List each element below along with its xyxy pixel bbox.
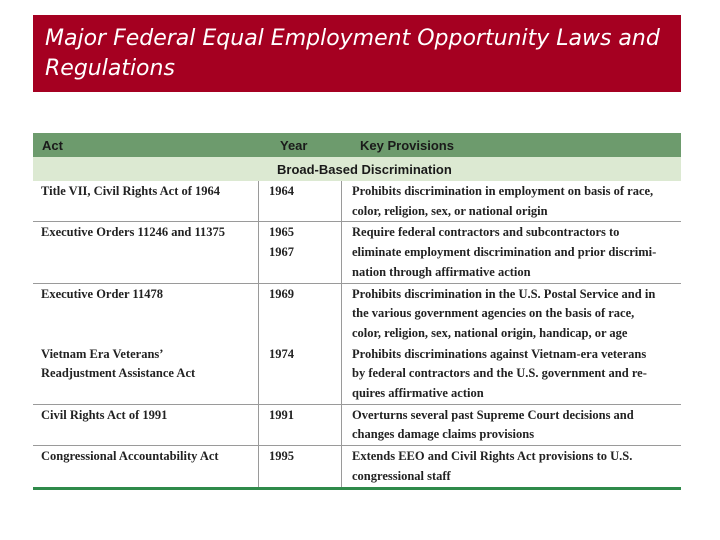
year-cell: [259, 344, 342, 405]
provisions-text: color, religion, sex, or national origin: [352, 203, 548, 218]
act-cell: [33, 181, 259, 222]
year-text: 1974: [269, 346, 294, 361]
page-title: [45, 24, 675, 84]
section-heading: [33, 157, 681, 181]
act-text: Congressional Accountability Act: [41, 449, 219, 464]
year-text: 1969: [269, 286, 294, 301]
provisions-text: Require federal contractors and subcontractors to: [352, 225, 620, 240]
year-cell: [259, 222, 342, 283]
title-line-2: Regulations: [45, 56, 175, 81]
year-cell: [259, 283, 342, 344]
act-text: Executive Order 11478: [41, 286, 163, 301]
year-cell: [259, 181, 342, 222]
header-year: Year: [280, 138, 308, 153]
table-header: [33, 133, 681, 157]
year-text: 1991: [269, 407, 294, 422]
section-label: Broad-Based Discrimination: [277, 162, 452, 177]
provisions-cell: [342, 283, 682, 344]
provisions-text: Prohibits discrimination in employment on basis of race,: [352, 184, 654, 198]
table-row: [33, 222, 681, 283]
table-row: [33, 446, 681, 488]
provisions-text: nation through affirmative action: [352, 264, 531, 279]
provisions-text: the various government agencies on the basis of race,: [352, 306, 635, 321]
provisions-text: Extends EEO and Civil Rights Act provisions to U.S.: [352, 449, 633, 464]
provisions-cell: [342, 181, 682, 222]
provisions-text: Prohibits discrimination in the U.S. Postal Service and in: [352, 286, 656, 301]
provisions-cell: [342, 446, 682, 488]
table-row: [33, 404, 681, 445]
title-line-1: Major Federal Equal Employment Opportunity Laws and: [45, 26, 660, 51]
table-row: [33, 181, 681, 222]
provisions-text: congressional staff: [352, 468, 451, 483]
year-text: 1967: [269, 245, 294, 260]
provisions-text: changes damage claims provisions: [352, 427, 535, 442]
act-cell: [33, 283, 259, 344]
title-banner: [33, 15, 681, 92]
year-text: 1964: [269, 184, 294, 198]
act-cell: [33, 404, 259, 445]
provisions-cell: [342, 222, 682, 283]
provisions-text: color, religion, sex, national origin, handicap, or age: [352, 325, 628, 340]
year-text: 1965: [269, 225, 294, 240]
act-text: Title VII, Civil Rights Act of 1964: [41, 184, 221, 198]
table-row: [33, 344, 681, 405]
table-row: [33, 283, 681, 344]
year-cell: [259, 404, 342, 445]
year-text: 1995: [269, 449, 294, 464]
act-cell: [33, 446, 259, 488]
year-cell: [259, 446, 342, 488]
provisions-text: by federal contractors and the U.S. government and re-: [352, 366, 647, 381]
table-body: [33, 181, 681, 490]
provisions-text: Prohibits discriminations against Vietnam-era veterans: [352, 346, 647, 361]
act-text: Executive Orders 11246 and 11375: [41, 225, 226, 240]
provisions-text: quires affirmative action: [352, 386, 484, 401]
header-key-provisions: Key Provisions: [360, 138, 454, 153]
provisions-cell: [342, 404, 682, 445]
act-text: Vietnam Era Veterans’: [41, 346, 164, 361]
act-cell: [33, 222, 259, 283]
provisions-text: eliminate employment discrimination and prior discrimi-: [352, 245, 657, 260]
header-act: Act: [42, 138, 63, 153]
provisions-cell: [342, 344, 682, 405]
eeo-laws-table: [33, 133, 681, 490]
act-text: Readjustment Assistance Act: [41, 366, 196, 381]
provisions-text: Overturns several past Supreme Court decisions and: [352, 407, 634, 422]
act-text: Civil Rights Act of 1991: [41, 407, 168, 422]
act-cell: [33, 344, 259, 405]
